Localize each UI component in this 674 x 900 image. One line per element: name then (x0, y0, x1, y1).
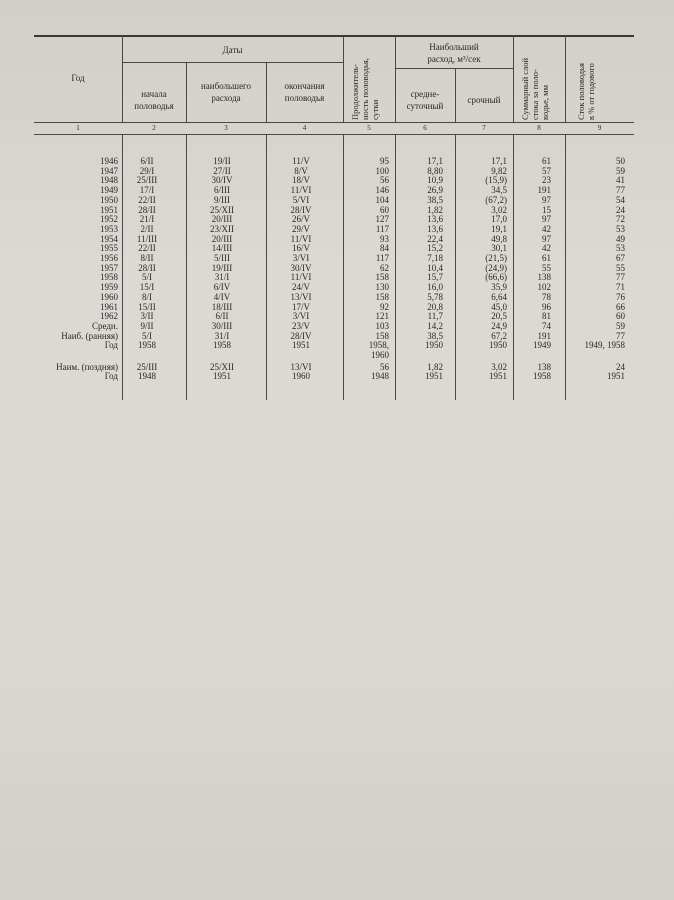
cell-start-date: 17/I (139, 185, 155, 196)
column-number: 4 (302, 124, 307, 132)
cell-year: Год (104, 371, 118, 382)
cell-year: 1947 (100, 165, 118, 176)
cell-runoff-share: 76 (616, 291, 625, 302)
cell-peak-date: 30/IV (211, 175, 233, 186)
cell-year: Год (104, 340, 118, 351)
cell-peak-date: 14/III (211, 243, 233, 254)
cell-peak-date: 25/XII (210, 361, 234, 372)
cell-end-date: 11/V (292, 156, 310, 166)
header-start: начала половодья (134, 89, 174, 111)
cell-end-date: 11/VI (290, 272, 312, 283)
cell-runoff-share: 1949, 1958 (584, 340, 625, 351)
header-dates: Даты (222, 45, 243, 55)
cell-duration: 121 (375, 311, 389, 322)
cell-start-date: 9/II (140, 320, 154, 331)
cell-end-date: 11/VI (290, 233, 312, 244)
cell-peak-date: 18/III (211, 301, 233, 312)
cell-peak-date: 31/I (214, 272, 230, 283)
cell-peak-date: 20/III (211, 214, 233, 225)
cell-duration: 1958, (368, 340, 389, 351)
cell-end-date: 1960 (292, 371, 310, 382)
cell-instant-flow: 24,9 (491, 320, 507, 331)
cell-start-date: 5/I (142, 330, 152, 341)
cell-end-date: 23/V (292, 320, 310, 331)
cell-runoff-share: 55 (616, 262, 625, 273)
cell-duration: 103 (375, 320, 389, 331)
cell-instant-flow: (67,2) (485, 194, 507, 205)
cell-runoff-layer: 97 (542, 194, 551, 205)
cell-end-date: 1951 (292, 340, 310, 351)
cell-year: Наиб. (ранняя) (61, 330, 118, 341)
header-duration: Продолжитель- ность половодья, сутки (350, 58, 380, 120)
cell-duration: 130 (375, 282, 389, 293)
cell-peak-date: 20/III (211, 233, 233, 244)
cell-peak-date: 5/III (214, 253, 230, 263)
cell-daily-flow: 20,8 (427, 301, 443, 312)
header-end: окончания половодья (284, 81, 325, 103)
cell-duration: 92 (380, 301, 389, 312)
cell-year: 1953 (100, 223, 118, 234)
cell-peak-date: 4/IV (213, 291, 231, 302)
column-number: 6 (423, 124, 427, 132)
cell-start-date: 25/III (136, 175, 158, 186)
cell-year: 1957 (100, 262, 118, 273)
cell-year: 1961 (100, 301, 118, 312)
cell-daily-flow: 22,4 (427, 233, 443, 244)
cell-runoff-layer: 42 (542, 223, 551, 234)
header-peak: наибольшего расхода (200, 81, 252, 103)
cell-end-date: 16/V (292, 243, 310, 254)
cell-peak-date: 27/II (213, 165, 231, 176)
cell-runoff-share: 77 (616, 272, 625, 283)
cell-runoff-layer: 1958 (533, 371, 551, 382)
cell-daily-flow: 1,82 (427, 204, 443, 215)
cell-instant-flow: (21,5) (485, 253, 507, 263)
cell-year: 1960 (100, 291, 118, 302)
cell-runoff-share: 77 (616, 330, 625, 341)
cell-start-date: 22/II (138, 243, 156, 254)
cell-start-date: 6/II (140, 156, 154, 166)
cell-daily-flow: 7,18 (427, 253, 443, 263)
cell-runoff-layer: 55 (542, 262, 551, 273)
cell-duration: 158 (375, 330, 389, 341)
cell-instant-flow: (66,6) (485, 272, 507, 283)
cell-end-date: 18/V (292, 175, 310, 186)
cell-start-date: 1958 (138, 340, 156, 351)
column-number: 3 (224, 124, 228, 132)
cell-instant-flow: (24,9) (485, 262, 507, 273)
maxflow-subrule (395, 68, 513, 69)
cell-daily-flow: 17,1 (427, 156, 443, 166)
cell-start-date: 5/I (142, 272, 152, 283)
cell-start-date: 15/II (138, 301, 156, 312)
cell-start-date: 22/II (138, 194, 156, 205)
cell-runoff-share: 54 (616, 194, 625, 205)
cell-end-date: 29/V (292, 223, 310, 234)
cell-daily-flow: 10,9 (427, 175, 443, 186)
cell-daily-flow: 38,5 (427, 330, 443, 341)
cell-year: 1949 (100, 185, 118, 196)
cell-daily-flow: 15,2 (427, 243, 443, 254)
cell-instant-flow: 20,5 (491, 311, 507, 322)
cell-instant-flow: 30,1 (491, 243, 507, 254)
cell-instant-flow: 3,02 (491, 361, 507, 372)
cell-duration: 104 (375, 194, 389, 205)
cell-runoff-layer: 102 (537, 282, 551, 293)
cell-instant-flow: 17,1 (491, 156, 507, 166)
column-number: 7 (482, 124, 486, 132)
cell-runoff-layer: 138 (537, 272, 551, 283)
cell-end-date: 5/VI (292, 194, 310, 205)
cell-end-date: 3/VI (292, 311, 310, 322)
cell-duration: 1948 (371, 371, 389, 382)
cell-year: 1951 (100, 204, 118, 215)
cell-year: 1956 (100, 253, 118, 263)
cell-year: Наим. (поздняя) (56, 361, 118, 372)
cell-daily-flow: 1951 (425, 371, 443, 382)
cell-runoff-layer: 81 (542, 311, 551, 322)
cell-runoff-layer: 191 (537, 185, 551, 196)
cell-runoff-share: 59 (616, 320, 625, 331)
cell-duration: 158 (375, 291, 389, 302)
cell-peak-date: 23/XII (210, 223, 234, 234)
cell-daily-flow: 14,2 (427, 320, 443, 331)
cell-duration: 117 (375, 223, 389, 234)
cell-instant-flow: 45,0 (491, 301, 507, 312)
header-year: Год (71, 73, 85, 83)
cell-end-date: 26/V (292, 214, 310, 225)
header-instant: срочный (467, 95, 501, 105)
cell-runoff-share: 67 (616, 253, 625, 263)
cell-runoff-layer: 42 (542, 243, 551, 254)
cell-daily-flow: 26,9 (427, 185, 443, 196)
cell-daily-flow: 13,6 (427, 214, 443, 225)
cell-runoff-share: 59 (616, 165, 625, 176)
cell-runoff-layer: 191 (537, 330, 551, 341)
cell-end-date: 3/VI (292, 253, 310, 263)
cell-runoff-layer: 96 (542, 301, 551, 312)
cell-peak-date: 25/XII (210, 204, 234, 215)
cell-start-date: 28/II (138, 262, 156, 273)
cell-end-date: 8/V (294, 165, 308, 176)
cell-instant-flow: (15,9) (485, 175, 507, 186)
cell-daily-flow: 1,82 (427, 361, 443, 372)
cell-runoff-layer: 138 (537, 361, 551, 372)
cell-end-date: 30/IV (290, 262, 312, 273)
cell-year: 1954 (100, 233, 118, 244)
cell-runoff-share: 71 (616, 282, 625, 293)
cell-year: 1955 (100, 243, 118, 254)
cell-runoff-share: 77 (616, 185, 625, 196)
cell-runoff-layer: 61 (542, 156, 551, 166)
top-rule (34, 35, 634, 37)
cell-peak-date: 31/I (214, 330, 230, 341)
cell-runoff-share: 53 (616, 243, 625, 254)
cell-peak-date: 19/III (211, 262, 233, 273)
cell-runoff-share: 72 (616, 214, 625, 225)
cell-peak-date: 6/IV (213, 282, 231, 293)
cell-year: 1962 (100, 311, 118, 322)
cell-start-date: 21/I (139, 214, 155, 225)
cell-duration: 1960 (371, 350, 389, 360)
cell-end-date: 17/V (292, 301, 310, 312)
cell-duration: 117 (375, 253, 389, 263)
cell-duration: 95 (380, 156, 389, 166)
cell-duration: 127 (375, 214, 389, 225)
cell-runoff-share: 50 (616, 156, 625, 166)
header-share: Сток половодья в % от годового (576, 63, 596, 120)
cell-instant-flow: 67,2 (491, 330, 507, 341)
cell-daily-flow: 38,5 (427, 194, 443, 205)
cell-start-date: 2/II (140, 223, 154, 234)
cell-instant-flow: 3,02 (491, 204, 507, 215)
cell-daily-flow: 5,78 (427, 291, 443, 302)
cell-end-date: 28/IV (290, 204, 312, 215)
cell-end-date: 13/VI (290, 361, 312, 372)
cell-start-date: 1948 (138, 371, 156, 382)
cell-year: 1946 (100, 156, 118, 166)
cell-end-date: 13/VI (290, 291, 312, 302)
header-maxflow: Наибольший расход, м³/сек (427, 42, 481, 64)
cell-runoff-layer: 78 (542, 291, 551, 302)
cell-runoff-share: 24 (616, 204, 625, 215)
cell-duration: 100 (375, 165, 389, 176)
cell-peak-date: 30/III (211, 320, 233, 331)
cell-end-date: 28/IV (290, 330, 312, 341)
cell-daily-flow: 11,7 (427, 311, 443, 322)
cell-year: 1958 (100, 272, 118, 283)
cell-year: 1952 (100, 214, 118, 225)
cell-start-date: 28/II (138, 204, 156, 215)
cell-runoff-layer: 1949 (533, 340, 551, 351)
cell-runoff-share: 49 (616, 233, 625, 244)
cell-peak-date: 9/III (214, 194, 230, 205)
cell-daily-flow: 13,6 (427, 223, 443, 234)
header-bottom-rule (34, 122, 634, 123)
cell-year: 1948 (100, 175, 118, 186)
cell-runoff-share: 66 (616, 301, 625, 312)
cell-duration: 146 (375, 185, 389, 196)
column-number: 2 (152, 124, 156, 132)
cell-instant-flow: 6,64 (491, 291, 507, 302)
cell-year: 1959 (100, 282, 118, 293)
cell-duration: 60 (380, 204, 389, 215)
cell-duration: 62 (380, 262, 389, 273)
cell-peak-date: 19/II (213, 156, 231, 166)
cell-instant-flow: 34,5 (491, 185, 507, 196)
cell-duration: 158 (375, 272, 389, 283)
cell-instant-flow: 1951 (489, 371, 507, 382)
cell-start-date: 3/II (140, 311, 154, 322)
cell-start-date: 8/II (140, 253, 154, 263)
cell-runoff-share: 41 (616, 175, 625, 186)
cell-start-date: 11/III (136, 233, 158, 244)
cell-duration: 56 (380, 175, 389, 186)
numbers-bottom-rule (34, 134, 634, 135)
cell-daily-flow: 1950 (425, 340, 443, 351)
header-layer: Суммарный слой стока за поло- водье, мм (520, 57, 550, 120)
cell-instant-flow: 35,9 (491, 282, 507, 293)
cell-start-date: 25/III (136, 361, 158, 372)
column-number: 9 (597, 124, 602, 132)
cell-runoff-layer: 57 (542, 165, 551, 176)
cell-runoff-layer: 97 (542, 233, 551, 244)
cell-instant-flow: 17,0 (491, 214, 507, 225)
cell-peak-date: 1951 (213, 371, 231, 382)
cell-start-date: 29/I (139, 165, 155, 176)
cell-runoff-layer: 23 (542, 175, 551, 186)
cell-runoff-layer: 74 (542, 320, 551, 331)
column-number: 8 (537, 124, 541, 132)
cell-year: Средн. (91, 320, 118, 331)
dates-subrule (122, 62, 343, 63)
cell-duration: 56 (380, 361, 389, 372)
cell-instant-flow: 9,82 (491, 165, 507, 176)
cell-peak-date: 6/III (214, 185, 230, 196)
cell-runoff-layer: 97 (542, 214, 551, 225)
cell-daily-flow: 16,0 (427, 282, 443, 293)
cell-start-date: 15/I (139, 282, 155, 293)
cell-runoff-share: 60 (616, 311, 625, 322)
cell-instant-flow: 49,8 (491, 233, 507, 244)
cell-peak-date: 1958 (213, 340, 231, 351)
cell-year: 1950 (100, 194, 118, 205)
cell-runoff-layer: 15 (542, 204, 551, 215)
header-daily: средне- суточный (406, 89, 444, 111)
cell-instant-flow: 19,1 (491, 223, 507, 234)
cell-daily-flow: 10,4 (427, 262, 443, 273)
header-divider (343, 36, 344, 122)
cell-duration: 93 (380, 233, 389, 244)
cell-end-date: 11/VI (290, 185, 312, 196)
cell-end-date: 24/V (292, 282, 310, 293)
cell-instant-flow: 1950 (489, 340, 507, 351)
column-number: 1 (76, 124, 80, 132)
cell-runoff-share: 1951 (607, 371, 625, 382)
header-divider (565, 36, 566, 122)
cell-duration: 84 (380, 243, 389, 254)
cell-runoff-share: 24 (616, 361, 625, 372)
cell-daily-flow: 8,80 (427, 165, 443, 176)
cell-runoff-share: 53 (616, 223, 625, 234)
cell-daily-flow: 15,7 (427, 272, 443, 283)
cell-runoff-layer: 61 (542, 253, 551, 263)
column-number: 5 (367, 124, 371, 132)
header-divider (513, 36, 514, 122)
cell-start-date: 8/I (142, 291, 152, 302)
cell-peak-date: 6/II (215, 311, 229, 322)
